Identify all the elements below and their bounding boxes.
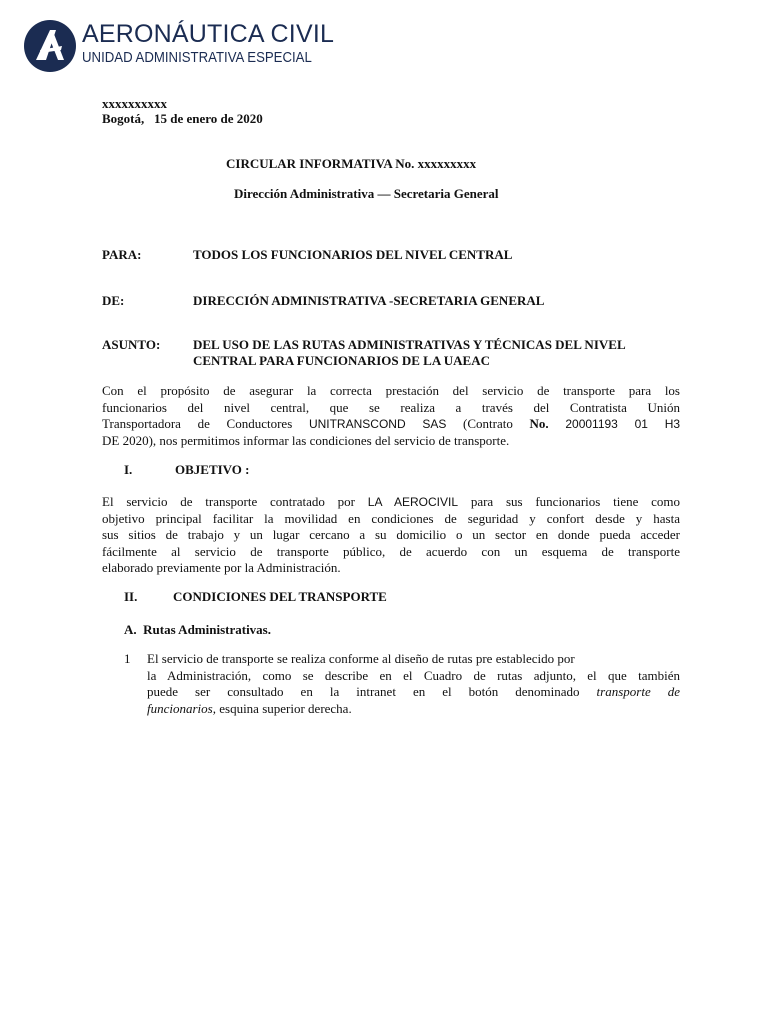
intro-text: Transportadora de Conductores <box>102 416 293 431</box>
contract-number: 20001193 01 H3 <box>565 417 681 431</box>
para-label: PARA: <box>102 247 142 262</box>
reference-number: xxxxxxxxxx <box>102 96 167 111</box>
contract-prefix: (Contrato <box>463 416 513 431</box>
button-name-cont: funcionarios, <box>147 700 216 716</box>
item-1-line-1: El servicio de transporte se realiza conforme al diseño de rutas pre establecido por <box>147 651 575 666</box>
de-value: DIRECCIÓN ADMINISTRATIVA -SECRETARIA GENERAL <box>193 293 545 308</box>
item-1-number: 1 <box>124 651 131 666</box>
objective-paragraph <box>102 494 680 577</box>
place-date: Bogotá, 15 de enero de 2020 <box>102 111 263 126</box>
item-1-text <box>147 651 680 717</box>
objective-line-1 <box>102 494 680 511</box>
subsection-a-title: A. Rutas Administrativas. <box>124 622 271 637</box>
brand-title: AERONÁUTICA CIVIL <box>82 20 335 48</box>
intro-line-3 <box>102 416 680 433</box>
intro-line-1: Con el propósito de asegurar la correcta prestación del servicio de transporte para los <box>102 383 680 398</box>
button-name: transporte de <box>596 684 681 699</box>
section-2-title: CONDICIONES DEL TRANSPORTE <box>173 589 387 604</box>
objective-line-3: sus sitios de trabajo y un lugar cercano a su domicilio o un sector en donde pueda acceder <box>102 527 680 542</box>
item-1-line-4 <box>147 701 680 718</box>
item-1-line-2: la Administración, como se describe en el Cuadro de rutas adjunto, el que también <box>147 667 680 683</box>
intro-line-2: funcionarios del nivel central, que se realiza a través del Contratista Unión <box>102 399 680 415</box>
intro-line-4: DE 2020), nos permitimos informar las condiciones del servicio de transporte. <box>102 432 510 448</box>
section-1-number: I. <box>124 462 133 477</box>
contract-no-label: No. <box>529 416 549 431</box>
item-1-text-b: esquina superior derecha. <box>219 700 352 716</box>
asunto-line-2: CENTRAL PARA FUNCIONARIOS DE LA UAEAC <box>193 353 490 368</box>
objective-text: El servicio de transporte contratado por <box>102 494 356 509</box>
objective-line-5: elaborado previamente por la Administración. <box>102 560 341 575</box>
contractor-name: UNITRANSCOND SAS <box>308 417 447 431</box>
intro-paragraph <box>102 383 680 449</box>
asunto-line-1: DEL USO DE LAS RUTAS ADMINISTRATIVAS Y TÉCNICAS DEL NIVEL <box>193 337 626 352</box>
de-label: DE: <box>102 293 125 308</box>
organization-name: LA AEROCIVIL <box>367 495 459 509</box>
brand-subtitle: UNIDAD ADMINISTRATIVA ESPECIAL <box>82 49 312 66</box>
section-2-number: II. <box>124 589 138 604</box>
objective-line-4: fácilmente al servicio de transporte público, de acuerdo con un esquema de transporte <box>102 543 680 559</box>
para-value: TODOS LOS FUNCIONARIOS DEL NIVEL CENTRAL <box>193 247 513 262</box>
item-1-line-3 <box>147 684 680 701</box>
circular-title: CIRCULAR INFORMATIVA No. xxxxxxxxx <box>226 156 477 171</box>
asunto-label: ASUNTO: <box>102 337 161 352</box>
objective-text-cont: para sus funcionarios tiene como <box>470 494 681 509</box>
aerocivil-logo <box>24 20 76 72</box>
item-1-text-a: puede ser consultado en la intranet en el botón denominado <box>147 684 580 699</box>
section-1-title: OBJETIVO : <box>175 462 250 477</box>
objective-line-2: objetivo principal facilitar la movilidad en condiciones de seguridad y confort desde y hasta <box>102 510 680 526</box>
office-name: Dirección Administrativa — Secretaria General <box>234 186 499 201</box>
